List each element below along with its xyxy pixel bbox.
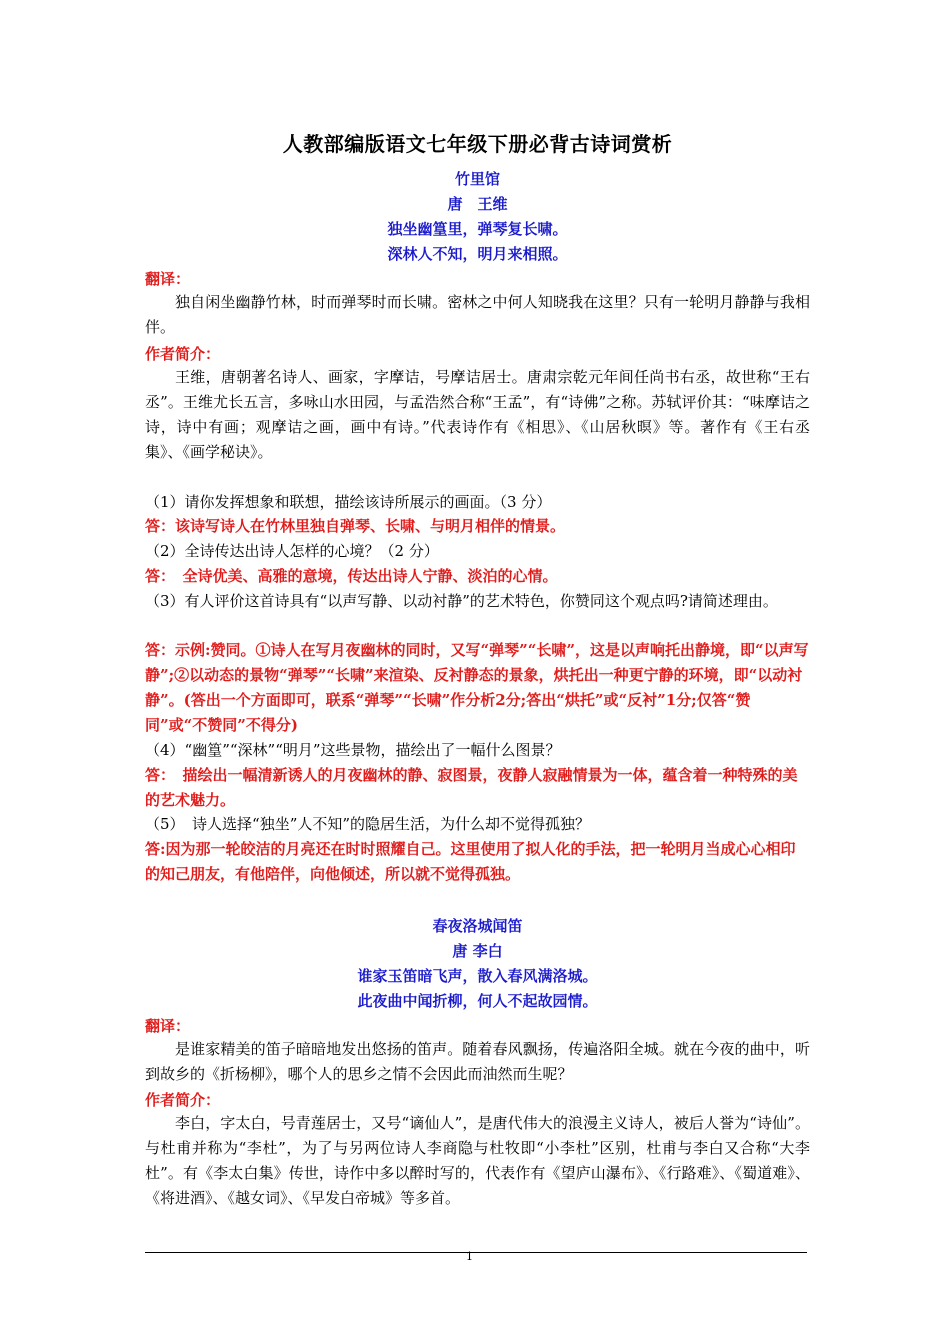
poem1-translation-label: 翻译： [145,270,191,288]
poem2-translation: 是谁家精美的笛子暗暗地发出悠扬的笛声。随着春风飘扬，传遍洛阳全城。就在今夜的曲中，听到故乡的《折杨柳》，哪个人的思乡之情不会因此而油然而生呢？ [145,1040,810,1083]
poem2-author: 唐 李白 [452,942,503,960]
poem1-answer-1: 答：该诗写诗人在竹林里独自弹琴、长啸、与明月相伴的情景。 [145,517,566,535]
poem1-title: 竹里馆 [454,170,500,188]
poem1-answer-2: 答： 全诗优美、高雅的意境，传达出诗人宁静、淡泊的心情。 [145,567,558,585]
poem1-answer-5: 答:因为那一轮皎洁的月亮还在时时照耀自己。这里使用了拟人化的手法，把一轮明月当成心心相印的知己朋友，有他陪伴，向他倾述，所以就不觉得孤独。 [145,840,796,883]
poem1-question-1: （1）请你发挥想象和联想，描绘该诗所展示的画面。（3 分） [145,493,552,511]
poem2-author-label: 作者简介： [145,1091,221,1109]
poem1-question-3: （3）有人评价这首诗具有“以声写静、以动衬静”的艺术特色，你赞同这个观点吗?请简述理由。 [145,592,778,610]
page-title: 人教部编版语文七年级下册必背古诗词赏析 [282,132,673,156]
poem1-question-4: （4）“幽篁”“深林”“明月”这些景物，描绘出了一幅什么图景？ [145,741,561,759]
poem2-author-intro: 李白，字太白，号青莲居士，又号“谪仙人”，是唐代伟大的浪漫主义诗人，被后人誉为“诗仙”。与杜甫并称为“李杜”，为了与另两位诗人李商隐与杜牧即“小李杜”区别，杜甫与李白又合称“大李杜”。有《李太白集》传世，诗作中多以醉时写的，代表作有《望庐山瀑布》、《行路难》、《蜀道难》、《将进酒》、《越女词》、《早发白帝城》等多首。 [145,1114,810,1207]
footer-divider [145,1252,807,1253]
poem1-question-2: （2）全诗传达出诗人怎样的心境？（2 分） [145,542,439,560]
poem2-line1: 谁家玉笛暗飞声，散入春风满洛城。 [357,967,598,985]
poem1-line1: 独坐幽篁里，弹琴复长啸。 [387,220,568,238]
poem1-author-label: 作者简介： [145,345,221,363]
poem2-translation-label: 翻译： [145,1017,191,1035]
poem1-author: 唐 王维 [447,195,508,213]
poem2-line2: 此夜曲中闻折柳，何人不起故园情。 [357,992,598,1010]
poem1-answer-4: 答： 描绘出一幅清新诱人的月夜幽林的静、寂图景，夜静人寂融情景为一体，蕴含着一种特殊的美的艺术魅力。 [145,766,798,809]
page-number: 1 [466,1250,473,1263]
poem1-line2: 深林人不知，明月来相照。 [387,245,568,263]
poem1-answer-3: 答：示例:赞同。①诗人在写月夜幽林的同时，又写“弹琴”“长啸”，这是以声响托出静境，即“以声写静”;②以动态的景物“弹琴”“长啸”来渲染、反衬静态的景象，烘托出一种更宁静的环境，即“以动衬静”。(答出一个方面即可，联系“弹琴”“长啸”作分析2分;答出“烘托”或“反衬”1分;仅答“赞同”或“不赞同”不得分) [145,641,809,734]
poem1-author-intro: 王维，唐朝著名诗人、画家，字摩诘，号摩诘居士。唐肃宗乾元年间任尚书右丞，故世称“王右丞”。王维尤长五言，多咏山水田园，与孟浩然合称“王孟”，有“诗佛”之称。苏轼评价其：“味摩诘之诗，诗中有画；观摩诘之画，画中有诗。”代表诗作有《相思》、《山居秋暝》等。著作有《王右丞集》、《画学秘诀》。 [145,368,810,461]
poem1-question-5: （5） 诗人选择“独坐”人不知”的隐居生活，为什么却不觉得孤独？ [145,815,591,833]
poem2-title: 春夜洛城闻笛 [432,917,523,935]
poem1-translation: 独自闲坐幽静竹林，时而弹琴时而长啸。密林之中何人知晓我在这里？只有一轮明月静静与我相伴。 [145,293,810,336]
